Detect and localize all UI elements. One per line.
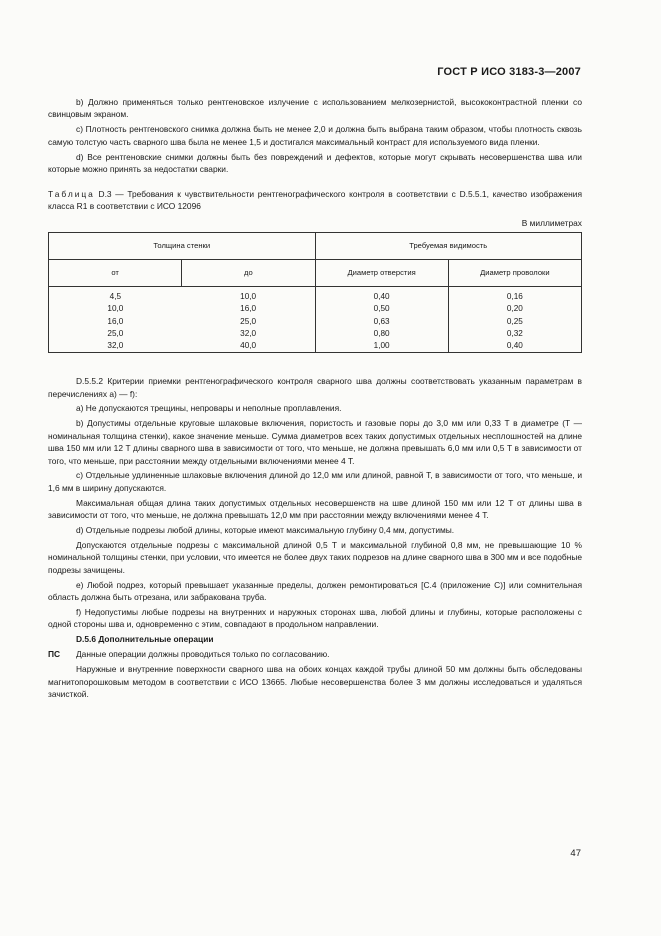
cell-from: 16,0 <box>49 315 182 327</box>
paragraph-a-cracks: a) Не допускаются трещины, непровары и неполные проплавления. <box>76 403 342 414</box>
table-units: В миллиметрах <box>521 217 582 228</box>
cell-hole: 1,00 <box>315 340 448 353</box>
cell-from: 10,0 <box>49 303 182 315</box>
table-caption <box>48 188 582 213</box>
table-row <box>49 287 582 303</box>
header-to: до <box>182 260 315 287</box>
section-heading: D.5.6 Дополнительные операции <box>76 634 214 645</box>
cell-from: 32,0 <box>49 340 182 353</box>
paragraph-magnetic-inspection: Наружные и внутренние поверхности сварного шва на обоих концах каждой трубы длиной 50 мм должны быть обследованы магнитопорошковым методом в соответствии с ИСО 13665. Любые несовершенства более 3 мм должны исследоваться и удаляться зачисткой. <box>48 664 582 699</box>
table-row <box>49 315 582 327</box>
cell-from: 25,0 <box>49 327 182 339</box>
cell-wire: 0,32 <box>448 327 581 339</box>
paragraph-f-unacceptable: f) Недопустимы любые подрезы на внутренних и наружных сторонах шва, любой длины и глубины, которые расположены с одной стороны шва и, одновременно с этим, совпадают в продольном направлении. <box>48 607 582 630</box>
header-hole-diameter: Диаметр отверстия <box>315 260 448 287</box>
page-content <box>48 96 582 703</box>
cell-wire: 0,40 <box>448 340 581 353</box>
page-number: 47 <box>570 848 581 859</box>
paragraph-d-defects: d) Все рентгеновские снимки должны быть без повреждений и дефектов, которые могут скрывать несовершенства шва или которые можно принять за недостатки сварки. <box>48 151 582 175</box>
cell-hole: 0,40 <box>315 287 448 303</box>
cell-hole: 0,63 <box>315 315 448 327</box>
paragraph-e-repair: e) Любой подрез, который превышает указанные пределы, должен ремонтироваться [C.4 (приложение C)] или сомнительная область должна быть отрезана, или забракована труба. <box>48 579 582 603</box>
cell-hole: 0,80 <box>315 327 448 339</box>
cell-hole: 0,50 <box>315 303 448 315</box>
table-row <box>49 327 582 339</box>
paragraph-b-inclusions: b) Допустимы отдельные круговые шлаковые включения, пористость и газовые поры до 3,0 мм или 0,33 T в диаметре (T — номинальная толщина стенки), какое значение меньше. Сумма диаметров всех таких допустимых отдельных несплошностей на длине шва 150 мм или 12 T длины сварного шва в зависимости от того, что меньше, не должна превышать 6,0 мм или 0,5 T в зависимости от того, что меньше, при расстоянии между отдельными включениями менее 4 T. <box>48 418 582 466</box>
ps-note <box>48 648 582 660</box>
paragraph-undercut-limits: Допускаются отдельные подрезы с максимальной длиной 0,5 T и максимальной глубиной 0,8 мм, не превышающие 10 % номинальной толщины стенки, при условии, что имеется не более двух таких подрезов на длине сварного шва в 300 мм и все подобные подрезы зачищены. <box>48 539 582 575</box>
table-caption-text: D.3 — Требования к чувствительности рентгенографического контроля в соответствии с D.5.5.1, качество изображения класса R1 в соответствии с ИСО 12096 <box>48 188 582 212</box>
paragraph-d-undercuts: d) Отдельные подрезы любой длины, которые имеют максимальную глубину 0,4 мм, допустимы. <box>76 525 455 536</box>
cell-to: 10,0 <box>240 291 257 301</box>
document-header: ГОСТ Р ИСО 3183-3—2007 <box>437 66 581 78</box>
cell-to: 25,0 <box>240 316 257 326</box>
cell-to: 32,0 <box>240 329 257 339</box>
paragraph-c-elongated: c) Отдельные удлиненные шлаковые включения длиной до 12,0 мм или длиной, равной T, в зависимости от того, что меньше, и 1,6 мм в ширину допускаются. <box>48 470 582 493</box>
paragraph-max-length: Максимальная общая длина таких допустимых отдельных несовершенств на шве длиной 150 мм или 12 T от длины шва в зависимости от того, что меньше, не должна превышать 12,0 мм при расстоянии между включениями менее 4 T. <box>48 497 582 521</box>
table-caption-word: Таблица <box>48 188 95 199</box>
cell-wire: 0,16 <box>448 287 581 303</box>
header-from: от <box>49 260 182 287</box>
cell-wire: 0,20 <box>448 303 581 315</box>
paragraph-b-film: b) Должно применяться только рентгеновское излучение с использованием мелкозернистой, высококонтрастной пленки со свинцовым экраном. <box>48 97 582 120</box>
header-wall-thickness: Толщина стенки <box>49 233 316 260</box>
ps-label: ПС <box>48 649 61 660</box>
paragraph-d552-criteria: D.5.5.2 Критерии приемки рентгенографического контроля сварного шва должны соответствовать указанным параметрам в перечислениях a) — f): <box>48 376 582 399</box>
cell-wire: 0,25 <box>448 315 581 327</box>
header-wire-diameter: Диаметр проволоки <box>448 260 581 287</box>
cell-from: 4,5 <box>49 287 182 303</box>
cell-to: 40,0 <box>182 340 315 353</box>
paragraph-c-density: c) Плотность рентгеновского снимка должна быть не менее 2,0 и должна быть выбрана таким образом, чтобы плотность сквозь самую толстую часть сварного шва была не менее 1,5 и достигался максимальный контраст для используемого вида пленки. <box>48 124 582 147</box>
ps-text: Данные операции должны проводиться только по согласованию. <box>76 649 330 660</box>
sensitivity-table <box>48 232 582 353</box>
table-row <box>49 303 582 315</box>
header-required-visibility: Требуемая видимость <box>315 233 582 260</box>
cell-to: 16,0 <box>240 304 257 314</box>
table-row <box>49 340 582 353</box>
